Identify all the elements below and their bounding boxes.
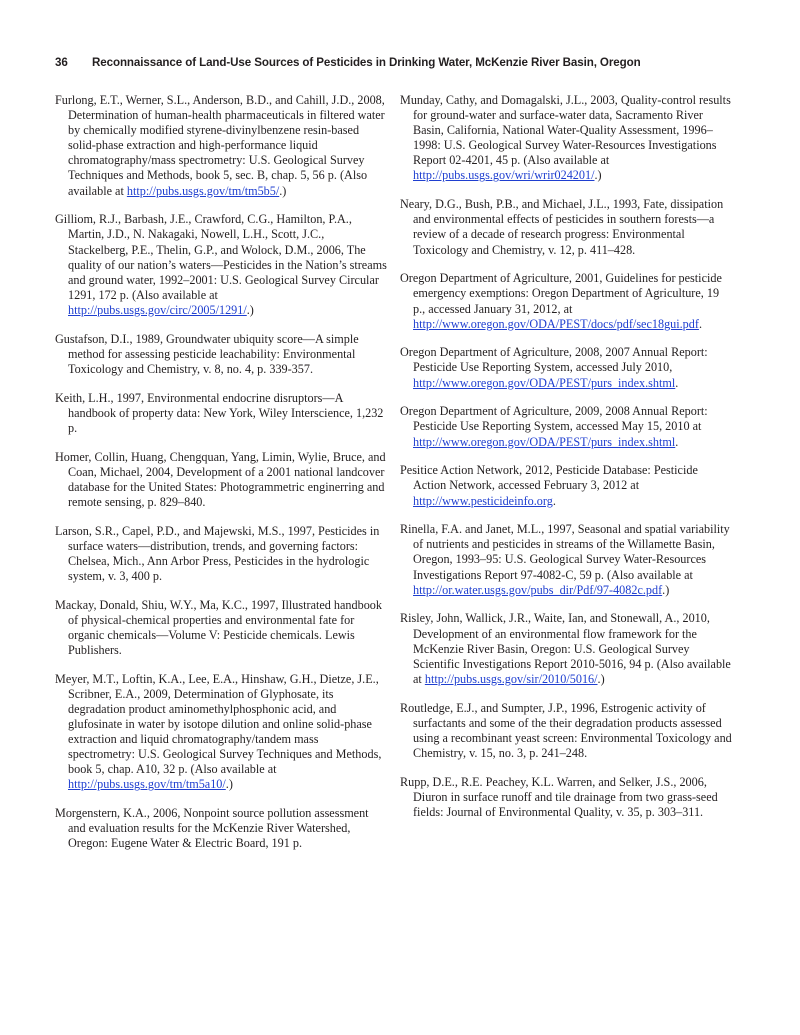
reference-entry [400,463,732,508]
reference-entry [400,197,732,257]
reference-text: Furlong, E.T., Werner, S.L., Anderson, B.D., and Cahill, J.D., 2008, Determination of human-health pharmaceuticals in filtered water by chemically modified styrene-divinylbenzene resin-based solid-phase extraction and high-performance liquid chromatography/mass spectrometry: U.S. Geological Survey Techniques and Methods, book 5, sec. B, chap. 5, 56 p. (Also available at [55,93,385,198]
reference-entry [400,271,732,331]
reference-entry [55,672,387,793]
reference-entry [400,93,732,184]
reference-text: Rinella, F.A. and Janet, M.L., 1997, Seasonal and spatial variability of nutrients and pesticides in streams of the Willamette Basin, Oregon, 1993–95: U.S. Geological Survey Water-Resources Investigations Report 97-4082-C, 59 p. (Also available at [400,522,730,582]
reference-suffix: .) [597,671,605,686]
reference-text: Routledge, E.J., and Sumpter, J.P., 1996, Estrogenic activity of surfactants and some of the their degradation products assessed using a recombinant yeast screen: Environmental Toxicology and Chemistry, v. 15, no. 3, p. 241–248. [400,700,732,760]
reference-suffix: .) [225,777,233,792]
reference-link[interactable]: http://pubs.usgs.gov/sir/2010/5016/ [424,671,598,686]
reference-entry [55,93,387,199]
reference-link[interactable]: http://www.pesticideinfo.org [413,493,553,508]
reference-text: Gilliom, R.J., Barbash, J.E., Crawford, C.G., Hamilton, P.A., Martin, J.D., N. Nakagaki, Nowell, L.H., Scott, J.C., Stackelberg, P.E., Thelin, G.P., and Wolock, D.M., 2006, The quality of our nation’s waters—Pesticides in the Nation’s streams and ground water, 1992–2001: U.S. Geological Survey Circular 1291, 172 p. (Also available at [55,212,387,302]
reference-entry [400,775,732,820]
reference-entry [55,332,387,377]
reference-suffix: . [675,434,679,449]
reference-link[interactable]: http://pubs.usgs.gov/circ/2005/1291/ [68,302,247,317]
reference-suffix: . [552,493,556,508]
reference-text: Meyer, M.T., Loftin, K.A., Lee, E.A., Hinshaw, G.H., Dietze, J.E., Scribner, E.A., 2009, Determination of Glyphosate, its degradation product aminomethylphosphonic acid, and glufosinate in water by isotope dilution and online solid-phase extraction and liquid chromatography/tandem mass spectrometry: U.S. Geological Survey Techniques and Methods, book 5, chap. A10, 32 p. (Also available at [55,671,382,777]
running-header [55,56,755,69]
reference-entry [400,701,732,761]
reference-text: Rupp, D.E., R.E. Peachey, K.L. Warren, and Selker, J.S., 2006, Diuron in surface runoff and tile drainage from two grass-seed fields: Journal of Environmental Quality, v. 35, p. 303–311. [400,774,718,819]
reference-link[interactable]: http://www.oregon.gov/ODA/PEST/purs_index.shtml [413,434,676,449]
reference-text: Oregon Department of Agriculture, 2009, 2008 Annual Report: Pesticide Use Reporting System, accessed May 15, 2010 at [400,404,708,434]
report-title: Reconnaissance of Land-Use Sources of Pesticides in Drinking Water, McKenzie River Basin, Oregon [92,56,641,69]
reference-entry [55,212,387,318]
reference-link[interactable]: http://www.oregon.gov/ODA/PEST/purs_index.shtml [413,375,676,390]
reference-entry [55,391,387,436]
reference-entry [55,806,387,851]
reference-text: Pesitice Action Network, 2012, Pesticide Database: Pesticide Action Network, accessed February 3, 2012 at [400,463,698,493]
reference-text: Homer, Collin, Huang, Chengquan, Yang, Limin, Wylie, Bruce, and Coan, Michael, 2004, Development of a 2001 national landcover database for the United States: Photogrammetric enginerring and remote sensing, p. 829–840. [55,449,386,509]
reference-link[interactable]: http://pubs.usgs.gov/wri/wrir024201/ [413,168,595,183]
reference-link[interactable]: http://pubs.usgs.gov/tm/tm5b5/ [126,183,280,198]
references-left-column [55,93,387,865]
reference-entry [400,522,732,597]
reference-link[interactable]: http://or.water.usgs.gov/pubs_dir/Pdf/97-4082c.pdf [413,582,663,597]
reference-suffix: .) [279,183,287,198]
reference-text: Risley, John, Wallick, J.R., Waite, Ian, and Stonewall, A., 2010, Development of an environmental flow framework for the McKenzie River Basin, Oregon: U.S. Geological Survey Scientific Investigations Report 2010-5016, 94 p. (Also available at [400,611,731,686]
references-right-column [400,93,732,834]
reference-link[interactable]: http://www.oregon.gov/ODA/PEST/docs/pdf/sec18gui.pdf [413,316,699,331]
reference-text: Larson, S.R., Capel, P.D., and Majewski, M.S., 1997, Pesticides in surface waters—distribution, trends, and governing factors: Chelsea, Mich., Ann Arbor Press, Pesticides in the hydrologic system, v. 3, 400 p. [55,523,380,583]
reference-entry [55,450,387,510]
page-number: 36 [55,56,68,69]
reference-suffix: . [698,316,702,331]
reference-suffix: .) [246,302,254,317]
reference-entry [55,524,387,584]
reference-text: Gustafson, D.I., 1989, Groundwater ubiquity score—A simple method for assessing pesticide leachability: Environmental Toxicology and Chemistry, v. 8, no. 4, p. 339-357. [55,331,359,376]
reference-entry [400,345,732,390]
reference-entry [400,404,732,449]
reference-suffix: .) [662,582,670,597]
reference-link[interactable]: http://pubs.usgs.gov/tm/tm5a10/ [68,777,226,792]
reference-text: Neary, D.G., Bush, P.B., and Michael, J.L., 1993, Fate, dissipation and environmental effects of pesticides in southern forests—a review of a decade of research progress: Environmental Toxicology and Chemistry, v. 12, p. 411–428. [400,197,724,257]
reference-text: Morgenstern, K.A., 2006, Nonpoint source pollution assessment and evaluation results for the McKenzie River Watershed, Oregon: Eugene Water & Electric Board, 191 p. [55,806,369,851]
reference-entry [400,611,732,686]
reference-suffix: .) [594,168,602,183]
reference-suffix: . [675,375,679,390]
reference-entry [55,598,387,658]
reference-text: Oregon Department of Agriculture, 2008, 2007 Annual Report: Pesticide Use Reporting System, accessed July 2010, [400,345,708,375]
reference-text: Munday, Cathy, and Domagalski, J.L., 2003, Quality-control results for ground-water and surface-water data, Sacramento River Basin, California, National Water-Quality Assessment, 1996–1998: U.S. Geological Survey Water-Resources Investigations Report 02-4201, 45 p. (Also available at [400,93,731,168]
reference-text: Keith, L.H., 1997, Environmental endocrine disruptors—A handbook of property data: New York, Wiley Interscience, 1,232 p. [55,390,384,435]
reference-text: Oregon Department of Agriculture, 2001, Guidelines for pesticide emergency exemptions: Oregon Department of Agriculture, 19 p., accessed January 31, 2012, at [400,271,722,316]
reference-text: Mackay, Donald, Shiu, W.Y., Ma, K.C., 1997, Illustrated handbook of physical-chemical properties and environmental fate for organic chemicals—Volume V: Pesticide chemicals. Lewis Publishers. [55,597,382,658]
